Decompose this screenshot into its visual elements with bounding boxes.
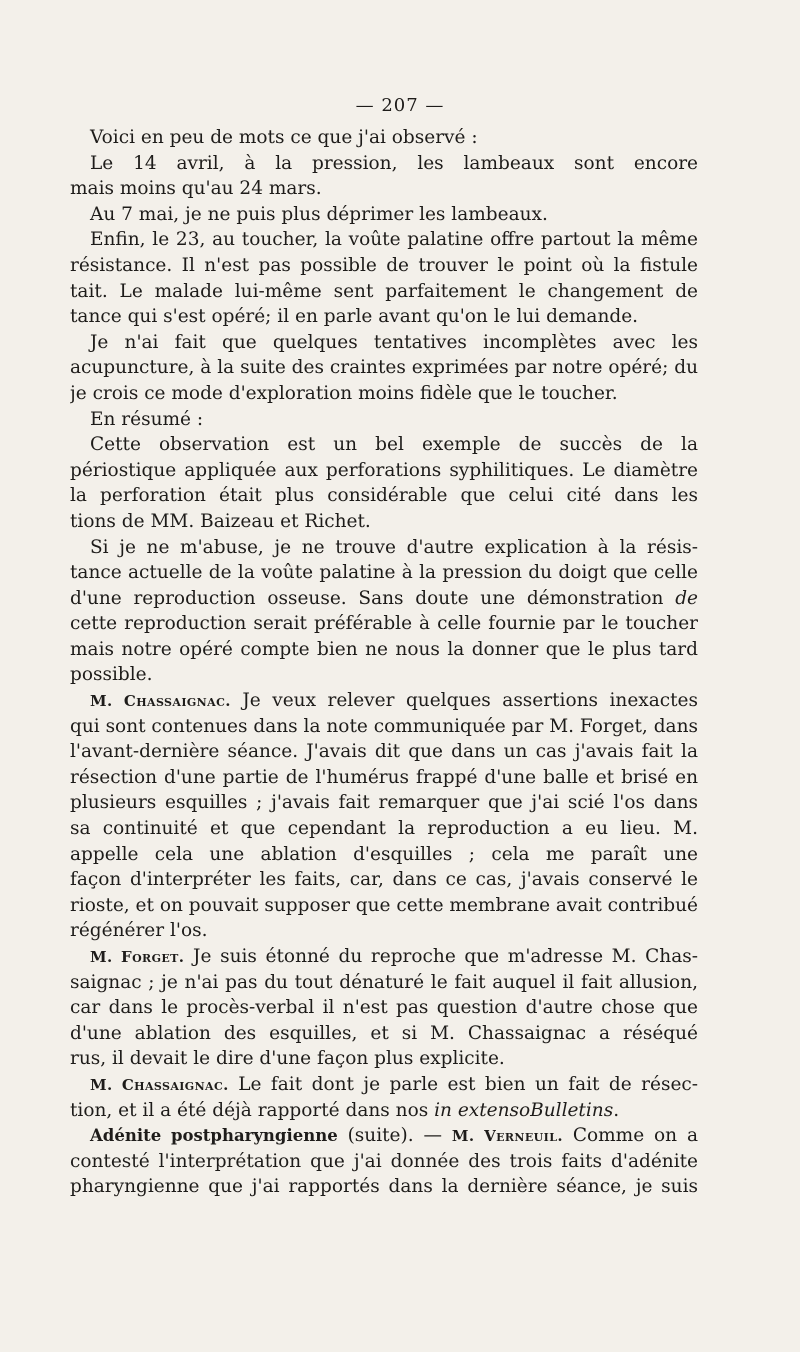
line-text: Le fait dont je parle est bien un fait de résec- (228, 1073, 698, 1095)
line-text: d'une ablation des esquilles, et si M. Chassaignac a réséqué (70, 1022, 698, 1044)
text-line (70, 407, 698, 433)
line-text: Cette observation est un bel exemple de succès de la (90, 434, 698, 456)
line-text: Voici en peu de mots ce que j'ai observé : (90, 127, 478, 148)
line-text: Comme on a (562, 1125, 698, 1147)
text-line (70, 842, 698, 868)
text-line (70, 509, 698, 535)
text-line (70, 458, 698, 484)
line-text: résistance. Il n'est pas possible de trouver le point où la fistule (70, 254, 698, 276)
text-line (70, 637, 698, 663)
line-text: façon d'interpréter les faits, car, dans ce cas, j'avais conservé le (70, 869, 698, 891)
text-line (70, 1098, 698, 1124)
text-line (70, 560, 698, 586)
text-line (70, 918, 698, 944)
line-text: tance qui s'est opéré; il en parle avant qu'on le lui demande. (70, 306, 639, 328)
text-line (70, 611, 698, 637)
line-text: l'avant-dernière séance. J'avais dit que dans un cas j'avais fait la (70, 741, 698, 763)
text-line (70, 790, 698, 816)
page-number: — 207 — (355, 95, 445, 116)
line-text: cette reproduction serait préférable à celle fournie par le toucher (70, 613, 698, 635)
line-text: rioste, et on pouvait supposer que cette membrane avait contribué (70, 894, 698, 916)
text-line (70, 970, 698, 996)
italic-text: in extenso (434, 1099, 531, 1121)
line-text: dans nos (345, 1099, 435, 1121)
text-line (70, 867, 698, 893)
line-text: pharyngienne que j'ai rapportés dans la dernière séance, je suis (70, 1176, 698, 1198)
line-text: tance actuelle de la voûte palatine à la pression du doigt que celle (70, 562, 698, 584)
text-line (70, 304, 698, 330)
speaker-name: M. Chassaignac. (90, 692, 231, 711)
italic-text: de (675, 587, 698, 609)
line-text: saignac ; je n'ai pas du tout dénaturé le fait auquel il fait allusion, (70, 971, 698, 993)
line-text: Si je ne m'abuse, je ne trouve d'autre explication à la résis- (90, 536, 698, 558)
text-line (70, 253, 698, 279)
text-line (70, 1174, 698, 1200)
text-line (70, 739, 698, 765)
line-text: (suite). — (337, 1125, 452, 1147)
italic-text: Bulletins (530, 1099, 614, 1121)
text-line (70, 1021, 698, 1047)
line-text: mais moins qu'au 24 mars. (70, 178, 322, 200)
line-text: appelle cela une ablation d'esquilles ; cela me paraît une (70, 843, 698, 865)
text-line (70, 662, 698, 688)
line-text: d'une reproduction osseuse. Sans doute une démonstration (70, 587, 676, 609)
text-line (70, 944, 698, 970)
line-text: la perforation était plus considérable que celui cité dans les (70, 485, 698, 507)
line-text: sa continuité et que cependant la reproduction a eu lieu. M. (70, 818, 698, 840)
speaker-name: M. Verneuil. (451, 1127, 563, 1146)
body-text (70, 125, 698, 1200)
line-text: Au 7 mai, je ne puis plus déprimer les lambeaux. (90, 203, 548, 225)
speaker-name: M. Forget. (90, 948, 185, 966)
text-line (70, 432, 698, 458)
line-text: Je n'ai fait que quelques tentatives incomplètes avec les (90, 331, 698, 353)
text-line (70, 714, 698, 740)
text-line (70, 816, 698, 842)
line-text: Je veux relever quelques assertions inexactes (230, 690, 698, 712)
line-text: qui sont contenues dans la note communiquée par M. Forget, dans (70, 715, 698, 737)
line-text: Le 14 avril, à la pression, les lambeaux sont encore (90, 152, 698, 174)
text-line (70, 1123, 698, 1149)
text-line (70, 535, 698, 561)
line-text: tions de MM. Baizeau et Richet. (70, 510, 371, 532)
line-text: mais notre opéré compte bien ne nous la donner que le plus tard (70, 638, 698, 660)
line-text: je crois ce mode d'exploration moins fidèle que le toucher. (70, 382, 618, 404)
line-text: rus, il devait le dire d'une façon plus explicite. (70, 1048, 505, 1070)
text-line (70, 893, 698, 919)
line-text: tait. Le malade lui-même sent parfaitement le changement de (70, 280, 698, 302)
line-text: régénérer l'os. (70, 920, 208, 942)
text-line (70, 1149, 698, 1175)
text-line (70, 202, 698, 228)
text-line (70, 227, 698, 253)
text-line (70, 483, 698, 509)
line-text: possible. (70, 664, 153, 686)
text-line (70, 381, 698, 407)
line-text: contesté l'interprétation que j'ai donnée des trois faits d'adénite (70, 1150, 698, 1172)
line-text: tion, et il a été déjà rapporté (70, 1099, 346, 1121)
text-line (70, 151, 698, 177)
text-line (70, 279, 698, 305)
line-text: Je suis étonné du reproche que m'adresse M. Chas- (184, 946, 698, 967)
line-text: En résumé : (90, 408, 204, 430)
text-line (70, 1072, 698, 1098)
speaker-name: M. Chassaignac. (90, 1075, 229, 1094)
text-line (70, 995, 698, 1021)
line-text: plusieurs esquilles ; j'avais fait remarquer que j'ai scié l'os dans (70, 792, 698, 814)
text-line (70, 125, 698, 151)
text-line (70, 765, 698, 791)
text-line (70, 586, 698, 612)
section-heading: Adénite postpharyngienne (90, 1126, 338, 1146)
line-text: périostique appliquée aux perforations syphilitiques. Le diamètre (70, 459, 698, 481)
line-text: car dans le procès-verbal il n'est pas question d'autre chose que (70, 997, 698, 1019)
text-line (70, 688, 698, 714)
line-text: résection d'une partie de l'humérus frappé d'une balle et brisé en (70, 766, 698, 788)
line-text: . (613, 1099, 620, 1121)
line-text: Enfin, le 23, au toucher, la voûte palatine offre partout la même (90, 229, 698, 251)
line-text: acupuncture, à la suite des craintes exprimées par notre opéré; du (70, 357, 698, 379)
text-line (70, 330, 698, 356)
text-line (70, 355, 698, 381)
text-line (70, 176, 698, 202)
text-line (70, 1046, 698, 1072)
